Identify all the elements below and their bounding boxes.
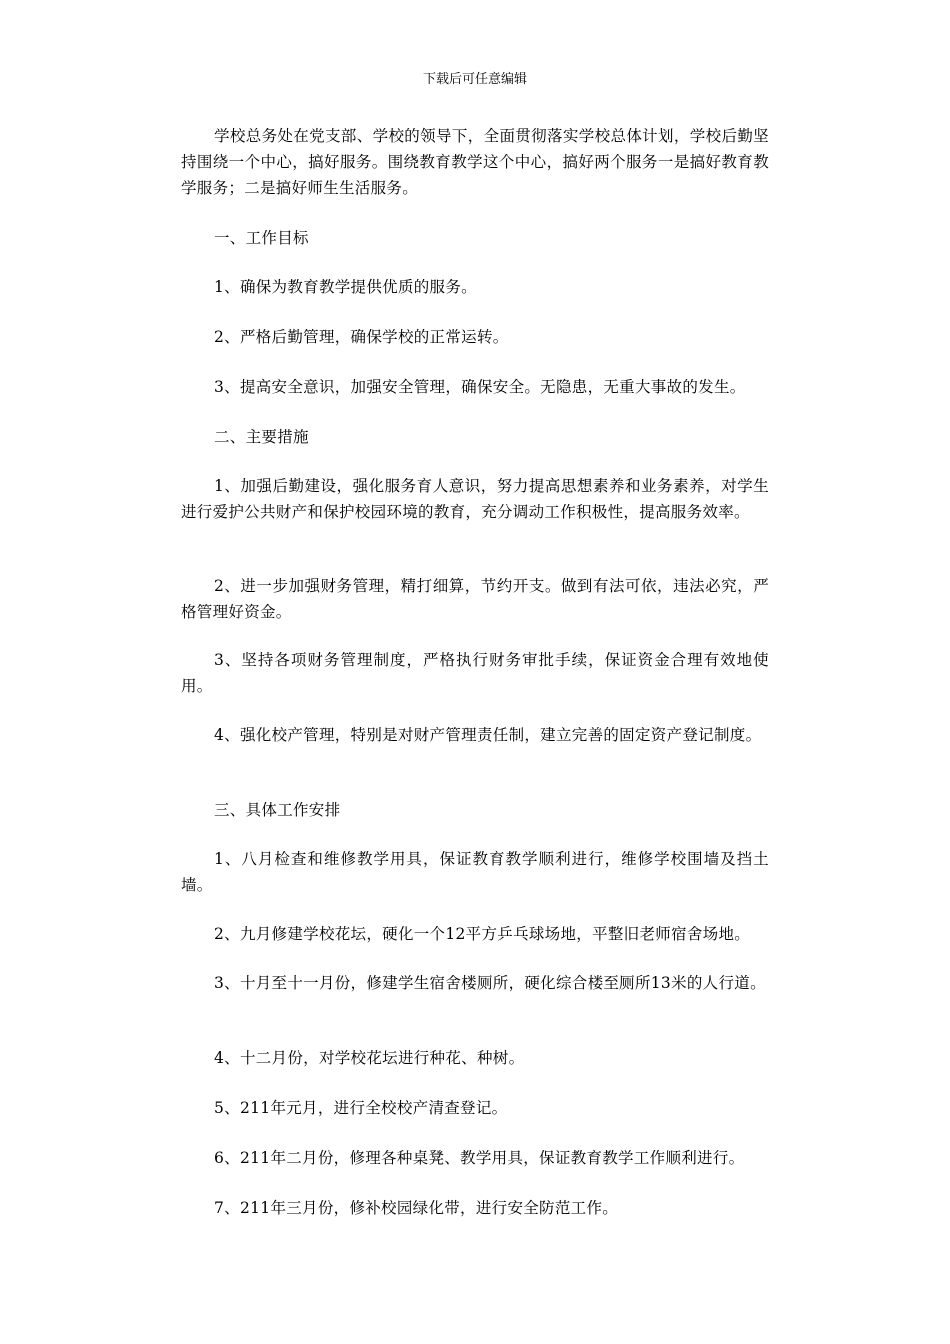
goal-item-1: 1、确保为教育教学提供优质的服务。	[214, 278, 477, 296]
schedule-item-4: 4、十二月份，对学校花坛进行种花、种树。	[214, 1049, 525, 1067]
schedule-item-7: 7、211年三月份，修补校园绿化带，进行安全防范工作。	[214, 1199, 619, 1217]
goal-item-2: 2、严格后勤管理，确保学校的正常运转。	[214, 328, 509, 346]
goal-item-3: 3、提高安全意识，加强安全管理，确保安全。无隐患，无重大事故的发生。	[214, 378, 746, 396]
section-heading-goals: 一、工作目标	[214, 229, 309, 247]
schedule-item-5: 5、211年元月，进行全校校产清查登记。	[214, 1099, 508, 1117]
measure-item-1: 1、加强后勤建设，强化服务育人意识，努力提高思想素养和业务素养，对学生进行爱护公共财产和保护校园环境的教育，充分调动工作积极性，提高服务效率。	[181, 477, 769, 521]
schedule-item-2: 2、九月修建学校花坛，硬化一个12平方乒乓球场地，平整旧老师宿舍场地。	[214, 925, 751, 943]
schedule-item-6: 6、211年二月份，修理各种桌凳、教学用具，保证教育教学工作顺利进行。	[214, 1149, 745, 1167]
measure-item-2: 2、进一步加强财务管理，精打细算，节约开支。做到有法可依，违法必究，严格管理好资金。	[181, 577, 769, 621]
section-heading-measures: 二、主要措施	[214, 428, 309, 446]
intro-paragraph: 学校总务处在党支部、学校的领导下，全面贯彻落实学校总体计划，学校后勤坚持围绕一个中心，搞好服务。围绕教育教学这个中心，搞好两个服务一是搞好教育教学服务；二是搞好师生生活服务。	[181, 127, 769, 197]
measure-item-4: 4、强化校产管理，特别是对财产管理责任制，建立完善的固定资产登记制度。	[214, 726, 762, 744]
schedule-item-1: 1、八月检查和维修教学用具，保证教育教学顺利进行，维修学校围墙及挡土墙。	[181, 850, 769, 894]
schedule-item-3: 3、十月至十一月份，修建学生宿舍楼厕所，硬化综合楼至厕所13米的人行道。	[214, 974, 766, 992]
measure-item-3: 3、坚持各项财务管理制度，严格执行财务审批手续，保证资金合理有效地使用。	[181, 651, 769, 695]
section-heading-schedule: 三、具体工作安排	[214, 801, 341, 819]
page-header: 下载后可任意编辑	[422, 72, 527, 87]
